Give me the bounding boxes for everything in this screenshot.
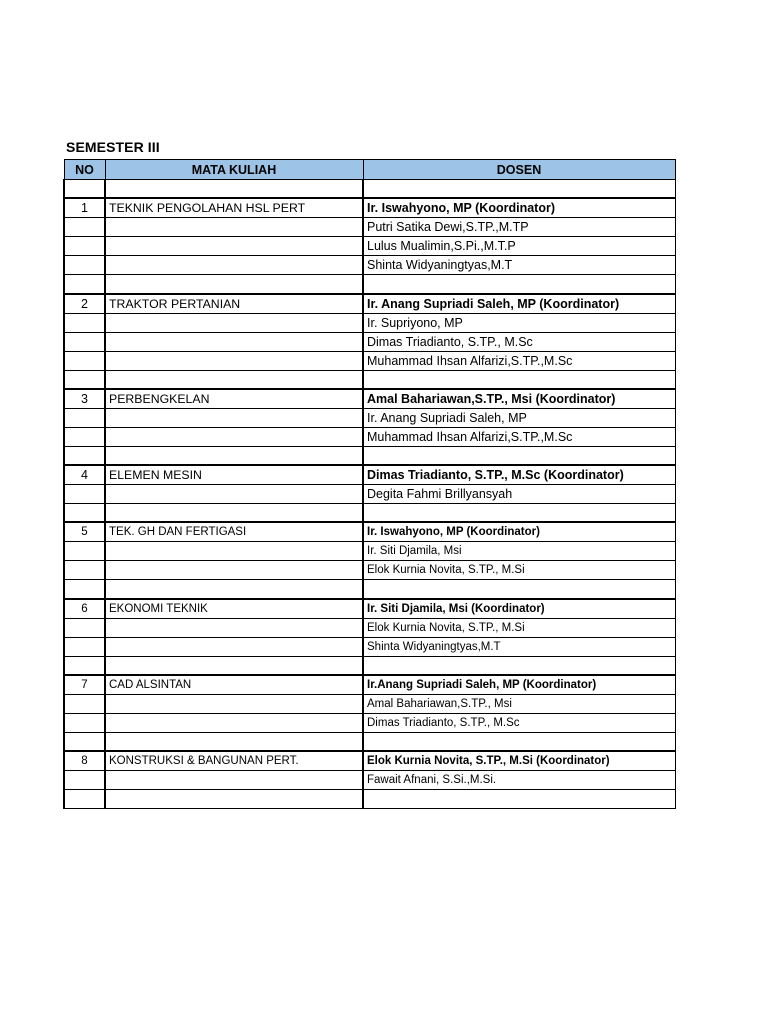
cell-dosen — [363, 504, 675, 523]
cell-mata-kuliah: TRAKTOR PERTANIAN — [105, 294, 363, 314]
cell-dosen: Ir. Anang Supriadi Saleh, MP (Koordinator) — [363, 294, 675, 314]
cell-dosen: Muhammad Ihsan Alfarizi,S.TP.,M.Sc — [363, 351, 675, 370]
table-row — [64, 275, 675, 294]
cell-no — [64, 370, 105, 389]
cell-dosen: Dimas Triadianto, S.TP., M.Sc (Koordinator) — [363, 465, 675, 485]
table-row — [64, 695, 675, 714]
cell-dosen: Ir. Iswahyono, MP (Koordinator) — [363, 198, 675, 218]
cell-mata-kuliah — [105, 256, 363, 275]
cell-no — [64, 714, 105, 733]
cell-mata-kuliah — [105, 771, 363, 790]
table-row — [64, 580, 675, 599]
cell-mata-kuliah — [105, 561, 363, 580]
cell-dosen: Muhammad Ihsan Alfarizi,S.TP.,M.Sc — [363, 427, 675, 446]
cell-mata-kuliah: PERBENGKELAN — [105, 389, 363, 409]
cell-dosen: Ir. Anang Supriadi Saleh, MP — [363, 408, 675, 427]
cell-dosen: Ir. Iswahyono, MP (Koordinator) — [363, 522, 675, 542]
table-row — [64, 485, 675, 504]
cell-dosen: Shinta Widyaningtyas,M.T — [363, 637, 675, 656]
cell-dosen: Ir. Supriyono, MP — [363, 313, 675, 332]
table-body — [64, 180, 675, 809]
cell-no — [64, 485, 105, 504]
table-header-row — [64, 160, 675, 180]
cell-dosen — [363, 370, 675, 389]
cell-dosen: Ir.Anang Supriadi Saleh, MP (Koordinator) — [363, 675, 675, 695]
cell-no — [64, 332, 105, 351]
table-row — [64, 351, 675, 370]
table-row — [64, 675, 675, 695]
cell-mata-kuliah — [105, 370, 363, 389]
table-row — [64, 389, 675, 409]
table-row — [64, 790, 675, 809]
table-row — [64, 294, 675, 314]
table-row — [64, 408, 675, 427]
table-row — [64, 370, 675, 389]
cell-mata-kuliah: TEKNIK PENGOLAHAN HSL PERT — [105, 198, 363, 218]
cell-mata-kuliah — [105, 446, 363, 465]
cell-no — [64, 446, 105, 465]
cell-no — [64, 790, 105, 809]
cell-mata-kuliah — [105, 427, 363, 446]
table-row — [64, 237, 675, 256]
cell-dosen: Ir. Siti Djamila, Msi — [363, 542, 675, 561]
cell-mata-kuliah — [105, 580, 363, 599]
cell-no — [64, 351, 105, 370]
cell-mata-kuliah — [105, 218, 363, 237]
cell-mata-kuliah — [105, 275, 363, 294]
table-row — [64, 618, 675, 637]
table-row — [64, 542, 675, 561]
cell-no — [64, 580, 105, 599]
cell-dosen: Putri Satika Dewi,S.TP.,M.TP — [363, 218, 675, 237]
cell-dosen — [363, 580, 675, 599]
cell-mata-kuliah: CAD ALSINTAN — [105, 675, 363, 695]
table-row — [64, 561, 675, 580]
table-row — [64, 714, 675, 733]
cell-no — [64, 180, 105, 199]
cell-mata-kuliah — [105, 637, 363, 656]
cell-dosen: Fawait Afnani, S.Si.,M.Si. — [363, 771, 675, 790]
header-no: NO — [64, 160, 105, 180]
table-row — [64, 198, 675, 218]
table-row — [64, 465, 675, 485]
table-row — [64, 180, 675, 199]
table-row — [64, 522, 675, 542]
table-row — [64, 733, 675, 752]
table-row — [64, 599, 675, 619]
cell-dosen — [363, 275, 675, 294]
cell-mata-kuliah — [105, 733, 363, 752]
cell-mata-kuliah — [105, 408, 363, 427]
cell-dosen: Elok Kurnia Novita, S.TP., M.Si (Koordinator) — [363, 751, 675, 771]
cell-mata-kuliah: ELEMEN MESIN — [105, 465, 363, 485]
cell-mata-kuliah — [105, 332, 363, 351]
cell-no — [64, 256, 105, 275]
cell-mata-kuliah — [105, 695, 363, 714]
cell-dosen — [363, 180, 675, 199]
cell-mata-kuliah — [105, 618, 363, 637]
course-lecturer-table — [63, 159, 676, 809]
cell-mata-kuliah — [105, 313, 363, 332]
cell-no — [64, 733, 105, 752]
cell-mata-kuliah — [105, 542, 363, 561]
table-row — [64, 313, 675, 332]
page-title: SEMESTER III — [66, 139, 160, 155]
cell-mata-kuliah — [105, 504, 363, 523]
cell-mata-kuliah: KONSTRUKSI & BANGUNAN PERT. — [105, 751, 363, 771]
cell-no: 2 — [64, 294, 105, 314]
cell-no — [64, 427, 105, 446]
cell-no: 1 — [64, 198, 105, 218]
cell-dosen: Shinta Widyaningtyas,M.T — [363, 256, 675, 275]
cell-no — [64, 275, 105, 294]
cell-no: 6 — [64, 599, 105, 619]
cell-dosen — [363, 790, 675, 809]
cell-no — [64, 408, 105, 427]
cell-no: 8 — [64, 751, 105, 771]
cell-dosen: Dimas Triadianto, S.TP., M.Sc — [363, 332, 675, 351]
cell-mata-kuliah — [105, 351, 363, 370]
table-row — [64, 332, 675, 351]
cell-mata-kuliah — [105, 656, 363, 675]
cell-mata-kuliah — [105, 237, 363, 256]
table-row — [64, 656, 675, 675]
table-row — [64, 427, 675, 446]
cell-no — [64, 637, 105, 656]
cell-dosen: Elok Kurnia Novita, S.TP., M.Si — [363, 561, 675, 580]
cell-dosen: Dimas Triadianto, S.TP., M.Sc — [363, 714, 675, 733]
table-row — [64, 446, 675, 465]
cell-dosen: Elok Kurnia Novita, S.TP., M.Si — [363, 618, 675, 637]
header-mata-kuliah: MATA KULIAH — [105, 160, 363, 180]
cell-mata-kuliah — [105, 180, 363, 199]
cell-no — [64, 504, 105, 523]
cell-dosen: Lulus Mualimin,S.Pi.,M.T.P — [363, 237, 675, 256]
cell-mata-kuliah: EKONOMI TEKNIK — [105, 599, 363, 619]
table-row — [64, 751, 675, 771]
cell-no — [64, 237, 105, 256]
cell-no — [64, 695, 105, 714]
cell-mata-kuliah — [105, 485, 363, 504]
table-row — [64, 218, 675, 237]
cell-dosen: Ir. Siti Djamila, Msi (Koordinator) — [363, 599, 675, 619]
cell-mata-kuliah — [105, 714, 363, 733]
table-row — [64, 504, 675, 523]
cell-no — [64, 561, 105, 580]
cell-dosen: Amal Bahariawan,S.TP., Msi (Koordinator) — [363, 389, 675, 409]
cell-no: 5 — [64, 522, 105, 542]
table-row — [64, 771, 675, 790]
header-dosen: DOSEN — [363, 160, 675, 180]
cell-mata-kuliah: TEK. GH DAN FERTIGASI — [105, 522, 363, 542]
cell-no — [64, 656, 105, 675]
cell-dosen: Amal Bahariawan,S.TP., Msi — [363, 695, 675, 714]
cell-no — [64, 542, 105, 561]
table-row — [64, 256, 675, 275]
cell-dosen: Degita Fahmi Brillyansyah — [363, 485, 675, 504]
cell-dosen — [363, 656, 675, 675]
table-row — [64, 637, 675, 656]
cell-no — [64, 218, 105, 237]
cell-no — [64, 313, 105, 332]
cell-dosen — [363, 733, 675, 752]
cell-no: 4 — [64, 465, 105, 485]
cell-no — [64, 618, 105, 637]
cell-no — [64, 771, 105, 790]
cell-dosen — [363, 446, 675, 465]
cell-no: 3 — [64, 389, 105, 409]
cell-no: 7 — [64, 675, 105, 695]
cell-mata-kuliah — [105, 790, 363, 809]
